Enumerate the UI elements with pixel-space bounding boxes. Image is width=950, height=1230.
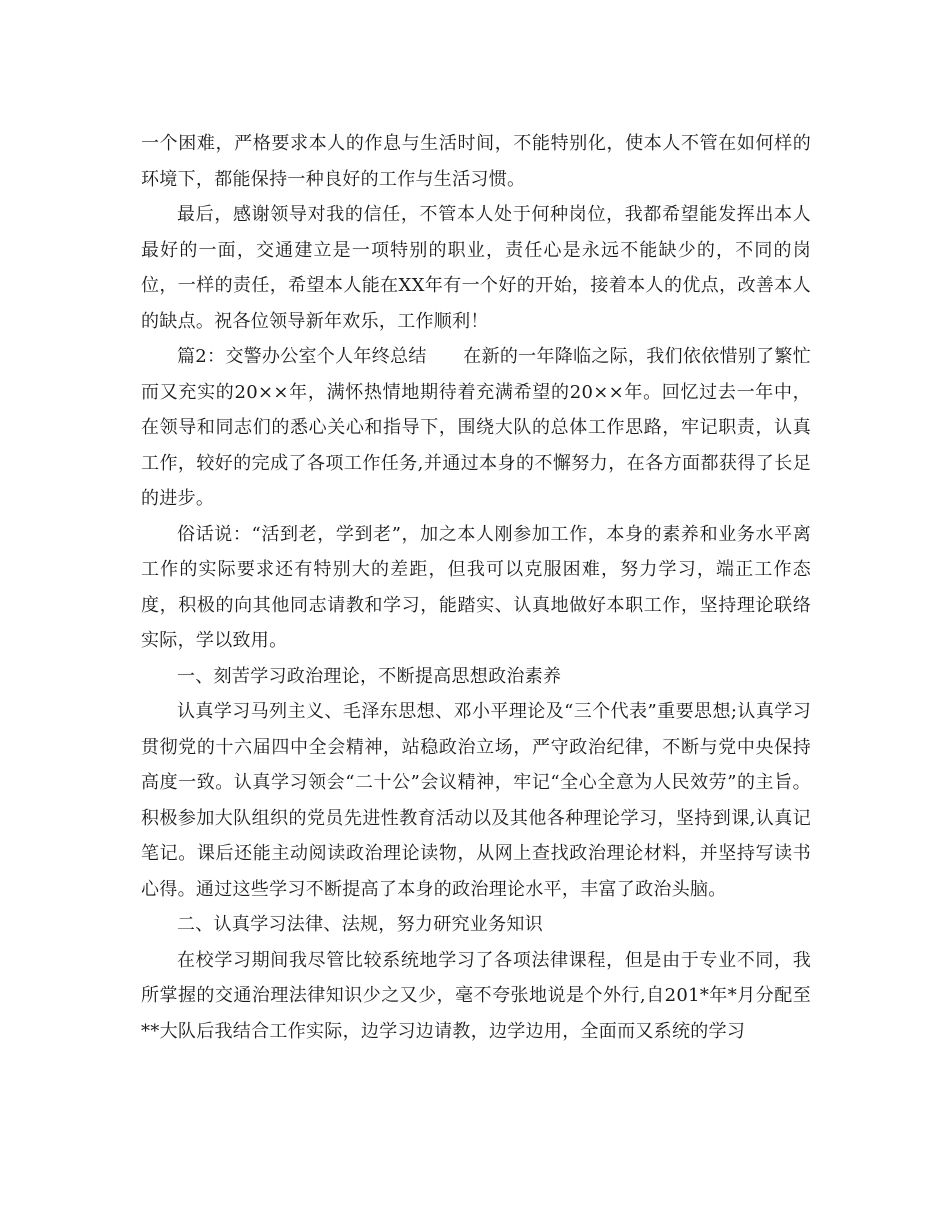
section-heading-political-study: 一、刻苦学习政治理论，不断提高思想政治素养 — [177, 665, 562, 687]
paragraph-closing-thanks: 最后，感谢领导对我的信任，不管本人处于何种岗位，我都希望能发挥出本人最好的一面，交通建立是一项特别的职业，责任心是永远不能缺少的，不同的岗位，一样的责任，希望本人能在XX年有一个好的开始，接着本人的优点，改善本人的缺点。祝各位领导新年欢乐，工作顺利！ — [141, 204, 811, 332]
section-heading-legal-study: 二、认真学习法律、法规，努力研究业务知识 — [177, 914, 543, 935]
paragraph-proverb: 俗话说：“活到老，学到老”，加之本人刚参加工作，本身的素养和业务水平离工作的实际要求还有特别大的差距，但我可以克服困难，努力学习，端正工作态度，积极的向其他同志请教和学习，能踏实、认真地做好本职工作，坚持理论联络实际，学以致用。 — [141, 523, 811, 651]
paragraph-political-study: 认真学习马列主义、毛泽东思想、邓小平理论及“三个代表”重要思想;认真学习贯彻党的十六届四中全会精神，站稳政治立场，严守政治纪律，不断与党中央保持高度一致。认真学习领会“二十公”会议精神，牢记“全心全意为人民效劳”的主旨。积极参加大队组织的党员先进性教育活动以及其他各种理论学习，坚持到课,认真记笔记。课后还能主动阅读政治理论读物，从网上查找政治理论材料，并坚持写读书心得。通过这些学习不断提高了本身的政治理论水平，丰富了政治头脑。 — [141, 701, 811, 900]
paragraph-part-two-intro: 篇2：交警办公室个人年终总结 在新的一年降临之际，我们依依惜别了繁忙而又充实的20××年，满怀热情地期待着充满希望的20××年。回忆过去一年中，在领导和同志们的悉心关心和指导下，围绕大队的总体工作思路，牢记职责，认真工作，较好的完成了各项工作任务,并通过本身的不懈努力，在各方面都获得了长足的进步。 — [141, 346, 811, 509]
document-page — [141, 126, 811, 1049]
paragraph-legal-study: 在校学习期间我尽管比较系统地学习了各项法律课程，但是由于专业不同，我所掌握的交通治理法律知识少之又少，毫不夸张地说是个外行,自201*年*月分配至**大队后我结合工作实际，边学习边请教，边学边用，全面而又系统的学习 — [141, 949, 811, 1042]
paragraph-continuation: 一个困难，严格要求本人的作息与生活时间，不能特别化，使本人不管在如何样的环境下，都能保持一种良好的工作与生活习惯。 — [141, 133, 811, 190]
